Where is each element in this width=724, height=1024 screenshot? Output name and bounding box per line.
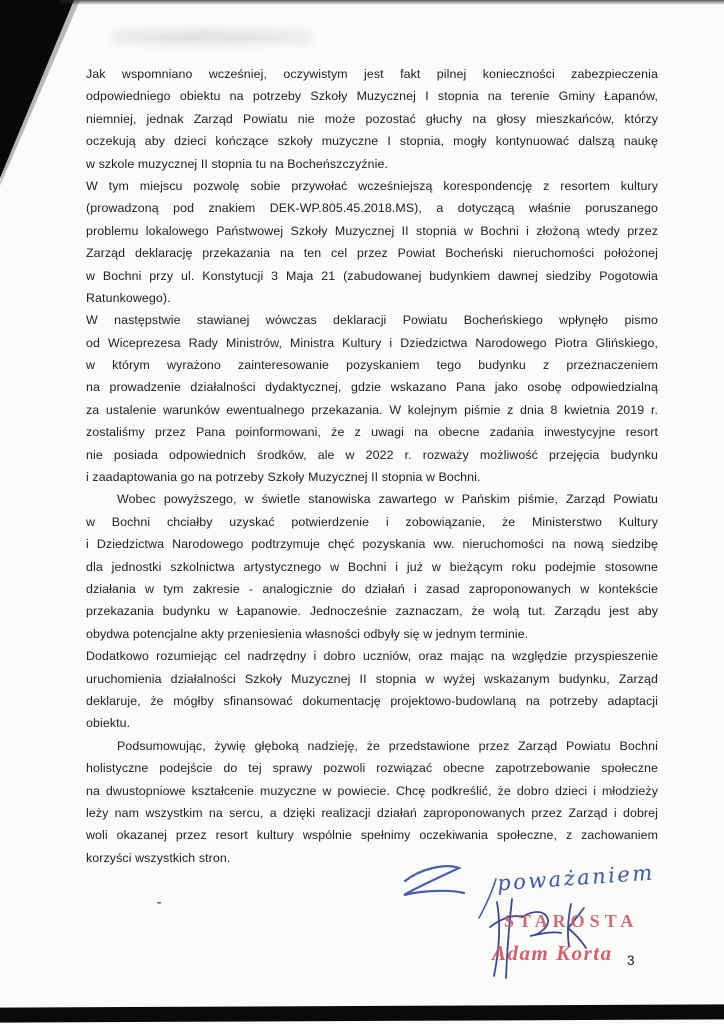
- text-line: niemniej, jednak Zarząd Powiatu nie może pozostać głuchy na głosy mieszkańców, którzy: [86, 111, 658, 126]
- text-line: w którym wyrażono zainteresowanie pozyskaniem tego budynku z przeznaczeniem: [86, 358, 658, 373]
- text-line: deklaruje, że mógłby sfinansować dokumentację projektowo-budowlaną na potrzeby adaptacji: [86, 693, 658, 708]
- text-line: odpowiedniego obiektu na potrzeby Szkoły Muzycznej I stopnia na terenie Gminy Łapanów,: [86, 89, 658, 104]
- text-line: W następstwie stawianej wówczas deklaracji Powiatu Bocheńskiego wpłynęło pismo: [86, 313, 658, 328]
- page-number: 3: [627, 953, 635, 968]
- text-line: oczekują aby dzieci kończące szkoły muzyczne I stopnia, mogły kontynuować dalszą naukę: [86, 134, 658, 149]
- text-line: od Wiceprezesa Rady Ministrów, Ministra Kultury i Dziedzictwa Narodowego Piotra Glińskiego,: [86, 335, 658, 350]
- text-line: w szkole muzycznej II stopnia tu na Bocheńszczyźnie.: [86, 156, 389, 171]
- text-line: w Bochni chciałby uzyskać potwierdzenie i zobowiązanie, że Ministerstwo Kultury: [86, 514, 658, 529]
- text-line: Dodatkowo rozumiejąc cel nadrzędny i dobro uczniów, oraz mając na względzie przyspieszenie: [86, 649, 658, 664]
- closing-z-flourish-stroke: [404, 866, 464, 895]
- text-line: obiektu.: [86, 716, 131, 731]
- text-line: Podsumowując, żywię głęboką nadzieję, że przedstawione przez Zarząd Powiatu Bochni: [117, 738, 658, 753]
- text-line: W tym miejscu pozwolę sobie przywołać wcześniejszą korespondencję z resortem kultury: [86, 178, 658, 193]
- text-line: obydwa potencjalne akty przeniesienia własności odbyły się w jednym terminie.: [86, 626, 529, 641]
- scan-top-edge: [60, 0, 724, 5]
- stamp-title: STAROSTA: [504, 911, 639, 931]
- text-line: działania w tym zakresie - analogicznie do działań i zasad zaproponowanych w kontekście: [86, 581, 658, 596]
- text-line: leży nam wszystkim na sercu, a dzięki realizacji działań zaproponowanych przez Zarząd i dobrej: [86, 805, 658, 820]
- text-line: nie posiada odpowiednich środków, ale w 2022 r. rozważy możliwość przejęcia budynku: [86, 447, 658, 462]
- text-line: na dwustopniowe kształcenie muzyczne w powiecie. Chcę podkreślić, że dobro dzieci i młodzieży: [86, 783, 658, 798]
- text-line: na prowadzenie działalności dydaktycznej, gdzie wskazano Pana jako osobę odpowiedzialną: [86, 380, 658, 395]
- text-line: woli okazanej przez resort kultury wspólnie spełnimy oczekiwania społeczne, z zachowaniem: [86, 828, 658, 843]
- handwritten-closing-word: poważaniem: [496, 860, 656, 896]
- scan-corner-artifact: [0, 0, 90, 190]
- stamp-name: Adam Korta: [492, 941, 613, 965]
- text-line: holistyczne podejście do tej sprawy pozwoli rozwiązać obecne zapotrzebowanie społeczne: [86, 761, 658, 776]
- text-line: Zarząd deklarację przekazania na ten cel przez Powiat Bocheński nieruchomości położonej: [86, 246, 658, 261]
- text-line: korzyści wszystkich stron.: [86, 850, 231, 865]
- text-line: za ustalenie warunków ewentualnego przekazania. W kolejnym piśmie z dnia 8 kwietnia 2019 r.: [86, 402, 658, 417]
- text-line: uruchomienia działalności Szkoły Muzycznej II stopnia w wyżej wskazanym budynku, Zarząd: [86, 671, 658, 686]
- text-line: w Bochni przy ul. Konstytucji 3 Maja 21 (zabudowanej budynkiem dawnej siedziby Pogotowia: [86, 268, 658, 283]
- bleedthrough-smudge: [112, 24, 312, 50]
- text-line: Wobec powyższego, w świetle stanowiska zawartego w Pańskim piśmie, Zarząd Powiatu: [117, 492, 658, 507]
- text-line: (prowadzoną pod znakiem DEK-WP.805.45.2018.MS), a dotyczącą właśnie poruszanego: [86, 201, 658, 216]
- text-line: i zaadaptowania go na potrzeby Szkoły Muzycznej II stopnia w Bochni.: [86, 470, 481, 485]
- text-line: Jak wspomniano wcześniej, oczywistym jest fakt pilnej konieczności zabezpieczenia: [86, 67, 658, 81]
- text-line: problemu lokalowego Państwowej Szkoły Muzycznej II stopnia w Bochni i złożoną wtedy przez: [86, 223, 658, 238]
- text-line: dla jednostki szkolnictwa artystycznego w Bochni i już w bieżącym roku podejmie stosowne: [86, 559, 658, 574]
- letter-body: [86, 63, 658, 869]
- stray-pen-mark: -: [157, 894, 162, 909]
- scan-bottom-edge: [0, 1004, 724, 1022]
- pen-descender-stroke: [479, 879, 496, 918]
- text-line: zostaliśmy przez Pana poinformowani, że z uwagi na obecne zadania inwestycyjne resort: [86, 425, 658, 440]
- text-line: przekazania budynku w Łapanowie. Jednocześnie zaznaczam, że wolą tut. Zarządu jest aby: [86, 604, 658, 619]
- text-line: Ratunkowego).: [86, 290, 171, 305]
- text-line: i Dziedzictwa Narodowego podtrzymuje chęć pozyskania ww. nieruchomości na nową siedzibę: [86, 537, 658, 552]
